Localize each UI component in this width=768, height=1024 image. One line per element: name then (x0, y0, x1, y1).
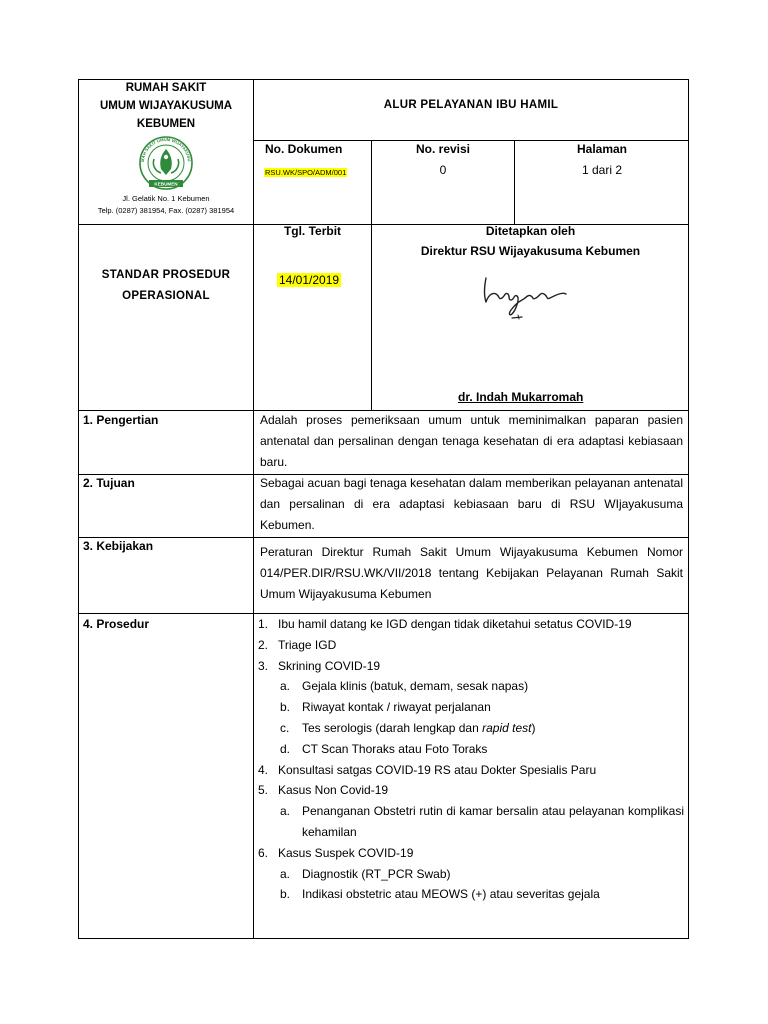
list-subitem (258, 697, 684, 718)
list-item-italic: rapid test (482, 720, 532, 735)
list-item (258, 843, 684, 864)
list-item-number: b. (280, 887, 291, 902)
purpose-bottom-line (78, 537, 689, 538)
issue-date-label: Tgl. Terbit (283, 224, 342, 238)
list-item-text: Kasus Non Covid-19 (278, 783, 389, 798)
hospital-phone: Telp. (0287) 381954, Fax. (0287) 381954 (97, 206, 235, 215)
approved-by-label: Ditetapkan oleh (485, 224, 576, 238)
hospital-name-line: KEBUMEN (136, 118, 196, 130)
list-item-text: Gejala klinis (batuk, demam, sesak napas) (302, 679, 529, 694)
list-item (258, 635, 684, 656)
list-item-text: Konsultasi satgas COVID-19 RS atau Dokter Spesialis Paru (278, 762, 597, 777)
hospital-address: Jl. Gelatik No. 1 Kebumen (122, 194, 210, 203)
list-item (258, 656, 684, 677)
definition-text: Adalah proses pemeriksaan umum untuk meminimalkan paparan pasien antenatal dan persalinan dengan tenaga kesehatan di era adaptasi kebiasaan baru. (260, 413, 683, 469)
revision-label: No. revisi (415, 142, 471, 156)
policy-text: Peraturan Direktur Rumah Sakit Umum Wijayakusuma Kebumen Nomor 014/PER.DIR/RSU.WK/VII/2018 tentang Kebijakan Pelayanan Rumah Sakit Umum Wijayakusuma Kebumen (260, 545, 683, 601)
hospital-name-line: RUMAH SAKIT (125, 82, 207, 94)
list-item-suffix: ) (531, 720, 536, 735)
list-item-number: 6. (258, 845, 269, 860)
list-item-number: 3. (258, 658, 269, 673)
list-item-text: Tes serologis (darah lengkap dan (302, 720, 483, 735)
list-item (258, 614, 684, 635)
procedure-list (258, 614, 684, 905)
list-subitem (258, 718, 684, 739)
list-item (258, 780, 684, 801)
list-item-text: Diagnostik (RT_PCR Swab) (302, 866, 451, 881)
list-item-number: 4. (258, 762, 269, 777)
list-item-number: 1. (258, 617, 269, 631)
title-row-divider (253, 140, 689, 141)
policy-label: 3. Kebijakan (83, 539, 154, 553)
list-item (258, 760, 684, 781)
list-subitem (258, 864, 684, 885)
list-subitem (258, 739, 684, 760)
page-label: Halaman (576, 142, 628, 156)
list-item-number: a. (280, 679, 291, 694)
approver-name: dr. Indah Mukarromah (458, 390, 584, 404)
issue-date-value: 14/01/2019 (279, 273, 340, 287)
column-divider (253, 79, 254, 939)
list-item-text: Indikasi obstetric atau MEOWS (+) atau severitas gejala (302, 887, 600, 902)
list-item-number: 2. (258, 637, 269, 652)
hospital-name (79, 79, 253, 133)
list-item-text: Riwayat kontak / riwayat perjalanan (302, 700, 491, 715)
definition-label: 1. Pengertian (83, 413, 159, 427)
list-item-number: 5. (258, 783, 269, 798)
approver-title: Direktur RSU Wijayakusuma Kebumen (420, 244, 641, 258)
purpose-label: 2. Tujuan (83, 476, 135, 490)
hospital-name-line: UMUM WIJAYAKUSUMA (99, 100, 233, 112)
list-item-number: d. (280, 741, 291, 756)
page-value: 1 dari 2 (581, 163, 623, 177)
logo-arc-text: MAH SAKIT UMUM WIJAYAKUSU (139, 136, 192, 163)
list-item-text: Kasus Suspek COVID-19 (278, 845, 414, 860)
purpose-text: Sebagai acuan bagi tenaga kesehatan dalam memberikan pelayanan antenatal dan persalinan di era adaptasi kebiasaan baru di RSU WIjayakusuma Kebumen. (260, 476, 683, 532)
list-item-number: b. (280, 700, 291, 715)
list-item-text: Ibu hamil datang ke IGD dengan tidak diketahui setatus COVID-19 (278, 617, 632, 631)
list-item-number: a. (280, 866, 291, 881)
signature-icon (478, 270, 582, 324)
revision-value: 0 (439, 163, 447, 177)
list-item-number: c. (280, 720, 290, 735)
sop-label-line: STANDAR PROSEDUR (101, 269, 231, 281)
list-subitem (258, 884, 684, 905)
hospital-contact (79, 193, 253, 217)
doc-no-wrap (264, 162, 347, 180)
doc-no-label: No. Dokumen (265, 142, 343, 156)
procedure-label: 4. Prosedur (83, 617, 150, 631)
list-subitem (258, 676, 684, 697)
sop-label (79, 265, 253, 307)
document-title: ALUR PELAYANAN IBU HAMIL (383, 99, 559, 111)
doc-no-value: RSU.WK/SPO/ADM/001 (265, 168, 347, 177)
list-item-text: Skrining COVID-19 (278, 658, 381, 673)
list-item-text: Penanganan Obstetri rutin di kamar bersalin atau pelayanan komplikasi kehamilan (302, 804, 684, 839)
list-item-text: CT Scan Thoraks atau Foto Toraks (302, 741, 488, 756)
list-item-number: a. (280, 804, 291, 819)
sop-label-line: OPERASIONAL (122, 290, 210, 302)
list-subitem (258, 801, 684, 843)
issue-date-wrap (277, 271, 341, 289)
hospital-seal-icon (135, 135, 197, 191)
logo-bottom-text: KEBUMEN (154, 181, 178, 187)
list-item-text: Triage IGD (278, 637, 337, 652)
